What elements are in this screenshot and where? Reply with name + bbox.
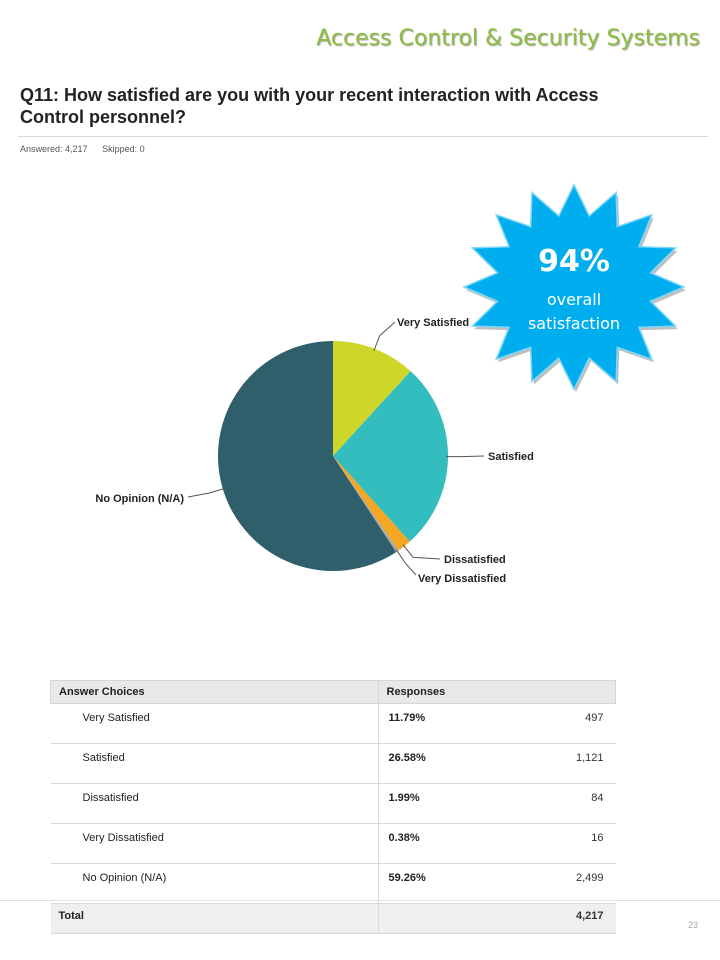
- leader-line-satisfied: [446, 456, 484, 457]
- satisfaction-caption: [474, 288, 674, 336]
- row-count: 2,499: [500, 864, 616, 904]
- table-total-row: [51, 904, 616, 934]
- table-row: [51, 784, 616, 824]
- total-percent-empty: [378, 904, 500, 934]
- total-count: 4,217: [500, 904, 616, 934]
- page-number: 23: [687, 920, 698, 930]
- header-responses: Responses: [378, 681, 616, 704]
- header-divider: [18, 136, 708, 137]
- row-choice: No Opinion (N/A): [51, 864, 379, 904]
- satisfaction-caption-line2: satisfaction: [527, 314, 621, 333]
- table-row: [51, 864, 616, 904]
- responses-table: [50, 680, 616, 934]
- pie-label-no-opinion: No Opinion (N/A): [95, 493, 184, 505]
- table-row: [51, 744, 616, 784]
- leader-line-very-dissatisfied: [396, 550, 416, 575]
- header-answer-choices: Answer Choices: [51, 681, 379, 704]
- table-row: [51, 824, 616, 864]
- question-title: Q11: How satisfied are you with your recent interaction with Access Control personnel?: [20, 85, 599, 127]
- row-percent: 11.79%: [378, 704, 500, 744]
- satisfaction-caption-line1: overall: [546, 290, 602, 309]
- satisfaction-starburst: [452, 175, 696, 399]
- starburst-shape: [464, 185, 684, 390]
- row-choice: Dissatisfied: [51, 784, 379, 824]
- row-percent: 1.99%: [378, 784, 500, 824]
- leader-line-very-satisfied: [374, 322, 395, 351]
- brand-title: Access Control & Security Systems: [316, 26, 700, 51]
- row-count: 84: [500, 784, 616, 824]
- row-count: 497: [500, 704, 616, 744]
- response-stats: [20, 144, 157, 154]
- pie-label-very-satisfied: Very Satisfied: [397, 317, 470, 329]
- leader-line-dissatisfied: [403, 545, 440, 559]
- total-label: Total: [51, 904, 379, 934]
- row-choice: Very Dissatisfied: [51, 824, 379, 864]
- row-count: 1,121: [500, 744, 616, 784]
- row-choice: Very Satisfied: [51, 704, 379, 744]
- satisfaction-percent: 94%: [538, 244, 610, 279]
- answered-count: Answered: 4,217: [20, 144, 88, 154]
- leader-line-no-opinion: [188, 488, 225, 497]
- table-header-row: [51, 681, 616, 704]
- pie-label-dissatisfied: Dissatisfied: [444, 554, 506, 566]
- pie-label-very-dissatisfied: Very Dissatisfied: [418, 573, 507, 585]
- row-percent: 0.38%: [378, 824, 500, 864]
- row-choice: Satisfied: [51, 744, 379, 784]
- footer-divider: [0, 900, 720, 901]
- skipped-count: Skipped: 0: [102, 144, 145, 154]
- row-count: 16: [500, 824, 616, 864]
- pie-label-satisfied: Satisfied: [488, 451, 534, 463]
- row-percent: 26.58%: [378, 744, 500, 784]
- row-percent: 59.26%: [378, 864, 500, 904]
- table-row: [51, 704, 616, 744]
